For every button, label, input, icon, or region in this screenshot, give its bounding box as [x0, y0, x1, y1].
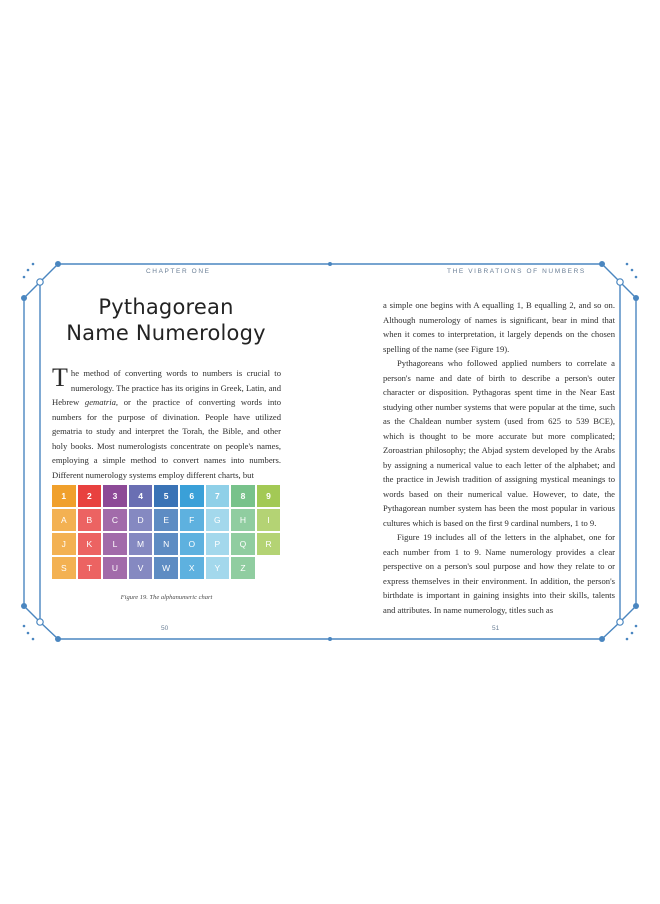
chart-letter-cell: X — [180, 557, 204, 579]
chart-number-cell: 4 — [129, 485, 153, 507]
chart-letter-cell: T — [78, 557, 102, 579]
chart-letter-cell: D — [129, 509, 153, 531]
left-body-text — [52, 363, 281, 482]
running-header-left: CHAPTER ONE — [146, 268, 211, 275]
chart-letter-cell: O — [180, 533, 204, 555]
chart-number-cell: 6 — [180, 485, 204, 507]
chart-number-cell: 1 — [52, 485, 76, 507]
chart-number-cell: 2 — [78, 485, 102, 507]
chart-letter-cell: U — [103, 557, 127, 579]
chart-letter-cell: R — [257, 533, 281, 555]
chart-number-cell: 9 — [257, 485, 281, 507]
intro-emphasis: gematria — [84, 397, 116, 407]
chart-letter-cell: F — [180, 509, 204, 531]
chart-number-cell: 7 — [206, 485, 230, 507]
chart-number-cell: 3 — [103, 485, 127, 507]
chart-letter-cell: M — [129, 533, 153, 555]
chart-letter-cell: V — [129, 557, 153, 579]
chart-letter-cell: J — [52, 533, 76, 555]
intro-text-b: , or the practice of converting words into numbers for the purpose of divination. People have utilized gematria to study and interpret the Torah, the Bible, and other holy books. Most numerologists concentrate on people's names, employing a simple method to convert names into numbers. Different numerology systems employ different charts, but — [52, 397, 281, 480]
drop-cap: T — [52, 363, 68, 392]
chart-letter-row — [52, 509, 281, 531]
chart-letter-cell: P — [206, 533, 230, 555]
chart-letter-cell: A — [52, 509, 76, 531]
figure-caption: Figure 19. The alphanumeric chart — [120, 594, 213, 601]
chart-empty-cell — [257, 557, 281, 579]
chart-number-cell: 8 — [231, 485, 255, 507]
chart-letter-cell: B — [78, 509, 102, 531]
page-title — [52, 294, 280, 346]
page-number-left: 50 — [161, 625, 169, 632]
page-number-right: 51 — [492, 625, 500, 632]
chart-number-row — [52, 485, 281, 507]
chart-letter-row — [52, 557, 281, 579]
chart-letter-cell: K — [78, 533, 102, 555]
chart-letter-cell: I — [257, 509, 281, 531]
chart-letter-cell: E — [154, 509, 178, 531]
running-header-right: THE VIBRATIONS OF NUMBERS — [447, 268, 586, 275]
right-body-text — [383, 298, 615, 617]
chart-letter-cell: W — [154, 557, 178, 579]
alphanumeric-chart — [52, 485, 281, 581]
chart-letter-cell: Y — [206, 557, 230, 579]
intro-paragraph — [52, 363, 281, 482]
intro-text-a: he method of converting words to numbers is crucial to numerology. The practice has its origins in Greek, Latin, and Hebrew — [52, 368, 281, 407]
chart-letter-cell: C — [103, 509, 127, 531]
chart-letter-row — [52, 533, 281, 555]
body-paragraph-1: a simple one begins with A equalling 1, B equalling 2, and so on. Although numerology of names is significant, bear in mind that when it comes to interpretation, it largely depends on the chosen spelling of the name (see Figure 19). — [383, 300, 615, 354]
body-paragraph-2: Pythagoreans who followed applied numbers to correlate a person's name and date of birth to describe a person's outer character or disposition. Pythagoras spent time in the Near East studying other number systems that were popular at the time, such as the Chaldean number system (used from 625 to 539 BCE), which is thought to be more accurate but more complicated; Zoroastrian philosophy; the Abjad system developed by the Arabs by assigning a numerical value to each letter of the alphabet; and the practice in Jewish tradition of assigning mystical meanings to words based on their numerical value. However, to date, the Pythagorean number system has been the most popular in various cultures which is based on the first 9 cardinal numbers, 1 to 9. — [383, 358, 615, 528]
chart-letter-cell: G — [206, 509, 230, 531]
chart-letter-cell: Q — [231, 533, 255, 555]
chart-letter-cell: Z — [231, 557, 255, 579]
chart-number-cell: 5 — [154, 485, 178, 507]
title-line-1: Pythagorean — [98, 295, 234, 319]
body-paragraph-3: Figure 19 includes all of the letters in the alphabet, one for each number from 1 to 9. Name numerology provides a clear perspective on a person's soul purpose and how they relate to or express themselves in their environment. In addition, the person's birthdate is important in gaining insights into their skills, talents and attributes. In name numerology, titles such as — [383, 532, 615, 615]
chart-letter-cell: N — [154, 533, 178, 555]
title-line-2: Name Numerology — [66, 321, 266, 345]
chart-letter-cell: H — [231, 509, 255, 531]
chart-letter-cell: S — [52, 557, 76, 579]
chart-letter-cell: L — [103, 533, 127, 555]
